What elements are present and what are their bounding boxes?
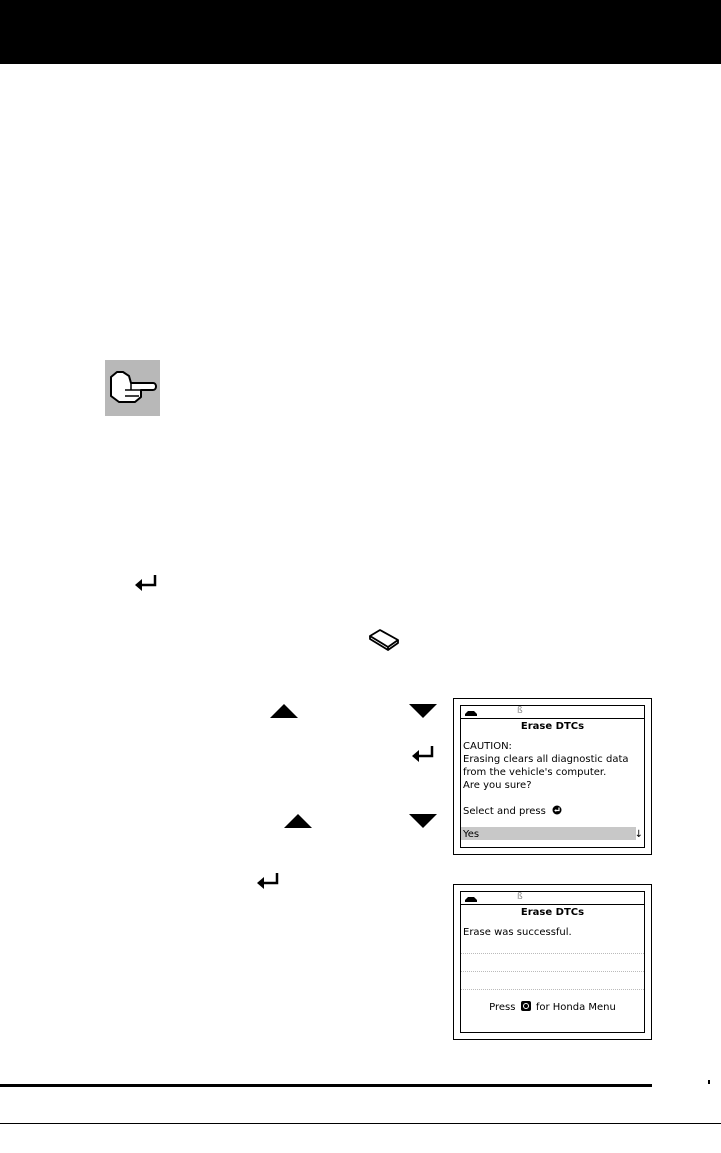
footer-suffix: for Honda Menu [535, 1002, 616, 1013]
option-yes[interactable] [461, 827, 636, 840]
bluetooth-icon: ß [517, 892, 523, 902]
status-bar [461, 892, 644, 905]
eraser-icon [367, 628, 401, 657]
divider [461, 953, 644, 954]
bluetooth-icon: ß [517, 706, 523, 716]
screen-title: Erase DTCs [520, 721, 585, 732]
instruction-line [463, 805, 562, 818]
enter-circle-icon [552, 805, 562, 815]
down-triangle-icon [408, 703, 438, 724]
down-triangle-icon [408, 813, 438, 834]
footer-hint [461, 1001, 644, 1014]
up-triangle-icon [283, 813, 313, 834]
divider [461, 989, 644, 990]
enter-arrow-icon [255, 871, 281, 896]
page-bottom-rule [0, 1123, 721, 1124]
honda-key-icon [521, 1001, 531, 1011]
scroll-down-indicator: ↓ [634, 829, 643, 840]
edge-mark [708, 1080, 710, 1084]
screen-title: Erase DTCs [520, 907, 585, 918]
caution-line: Erasing clears all diagnostic data [463, 754, 629, 765]
divider [461, 971, 644, 972]
caution-line: Are you sure? [463, 780, 532, 791]
enter-arrow-icon [410, 744, 436, 769]
instruction-text: Select and press [463, 806, 546, 817]
page-header-bar [0, 0, 721, 64]
footer-prefix: Press [489, 1002, 516, 1013]
status-bar [461, 706, 644, 719]
note-hand-icon [105, 360, 160, 416]
up-triangle-icon [269, 703, 299, 724]
option-yes-label: Yes [463, 829, 480, 840]
success-message: Erase was successful. [463, 927, 572, 938]
caution-line: from the vehicle's computer. [463, 767, 607, 778]
enter-arrow-icon [133, 573, 159, 598]
caution-line: CAUTION: [463, 741, 512, 752]
scanner-screen-erase-success [453, 884, 652, 1040]
footer-rule [0, 1084, 652, 1087]
scanner-screen-erase-confirm [453, 698, 652, 855]
